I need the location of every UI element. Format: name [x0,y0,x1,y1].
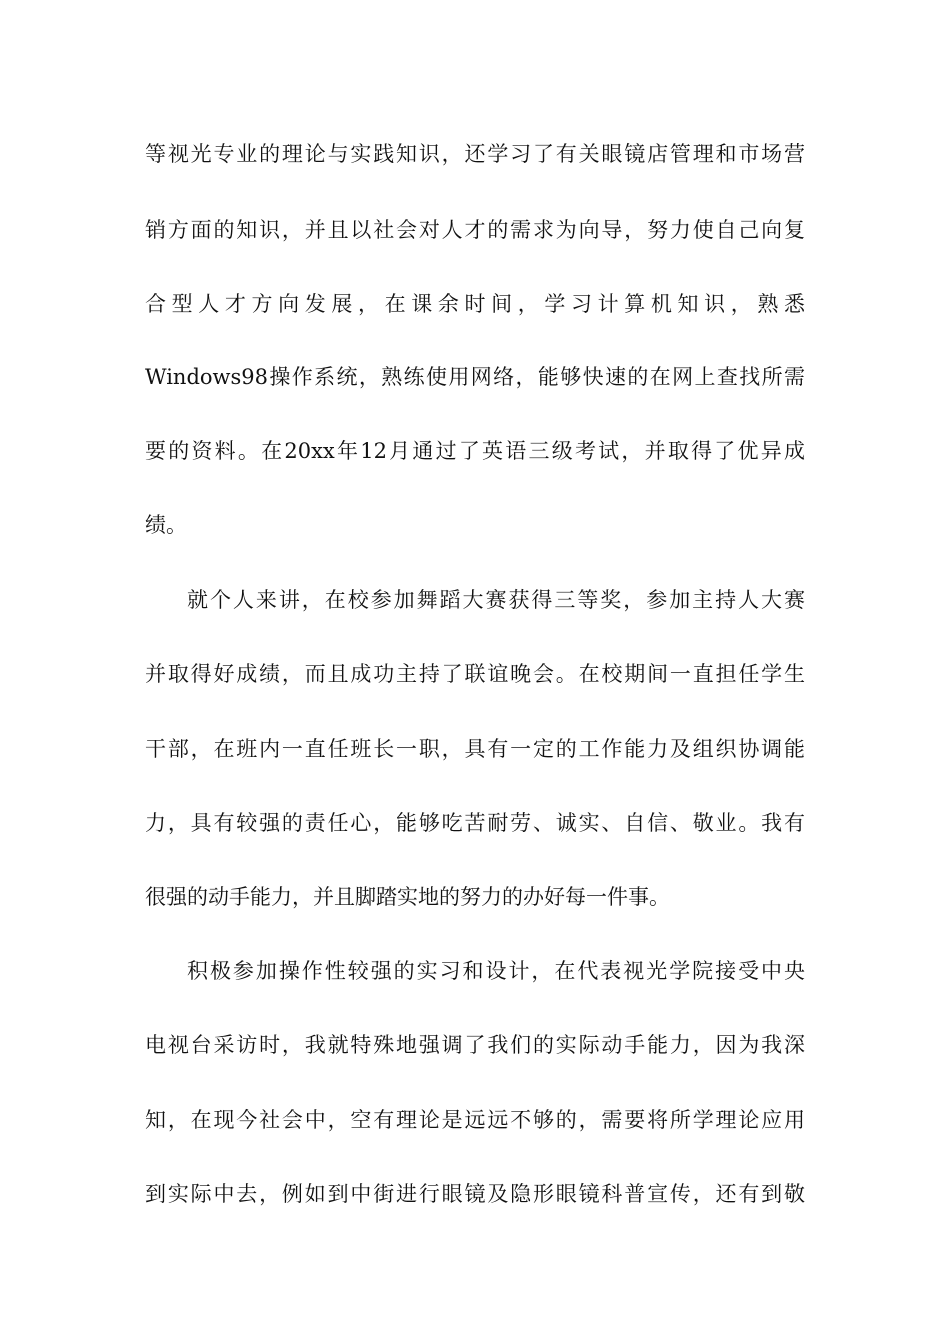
text-line: 销方面的知识，并且以社会对人才的需求为向导，努力使自己向复 [145,218,805,242]
text-line: 到实际中去，例如到中街进行眼镜及隐形眼镜科普宣传，还有到敬 [145,1182,805,1206]
text-line: Windows98操作系统，熟练使用网络，能够快速的在网上查找所需 [145,365,805,389]
text-line: 干部，在班内一直任班长一职，具有一定的工作能力及组织协调能 [145,737,805,761]
text-line: 合型人才方向发展，在课余时间，学习计算机知识，熟悉 [145,292,805,316]
text-line: 积极参加操作性较强的实习和设计，在代表视光学院接受中央 [187,959,805,983]
text-line: 力，具有较强的责任心，能够吃苦耐劳、诚实、自信、敬业。我有 [145,811,805,835]
text-line: 绩。 [145,513,187,537]
text-line: 要的资料。在20xx年12月通过了英语三级考试，并取得了优异成 [145,439,805,463]
text-line: 等视光专业的理论与实践知识，还学习了有关眼镜店管理和市场营 [145,142,805,166]
text-line: 很强的动手能力，并且脚踏实地的努力的办好每一件事。 [145,885,670,909]
text-line: 电视台采访时，我就特殊地强调了我们的实际动手能力，因为我深 [145,1033,805,1057]
text-line: 就个人来讲，在校参加舞蹈大赛获得三等奖，参加主持人大赛 [187,588,805,612]
text-line: 并取得好成绩，而且成功主持了联谊晚会。在校期间一直担任学生 [145,662,805,686]
text-line: 知，在现今社会中，空有理论是远远不够的，需要将所学理论应用 [145,1108,805,1132]
